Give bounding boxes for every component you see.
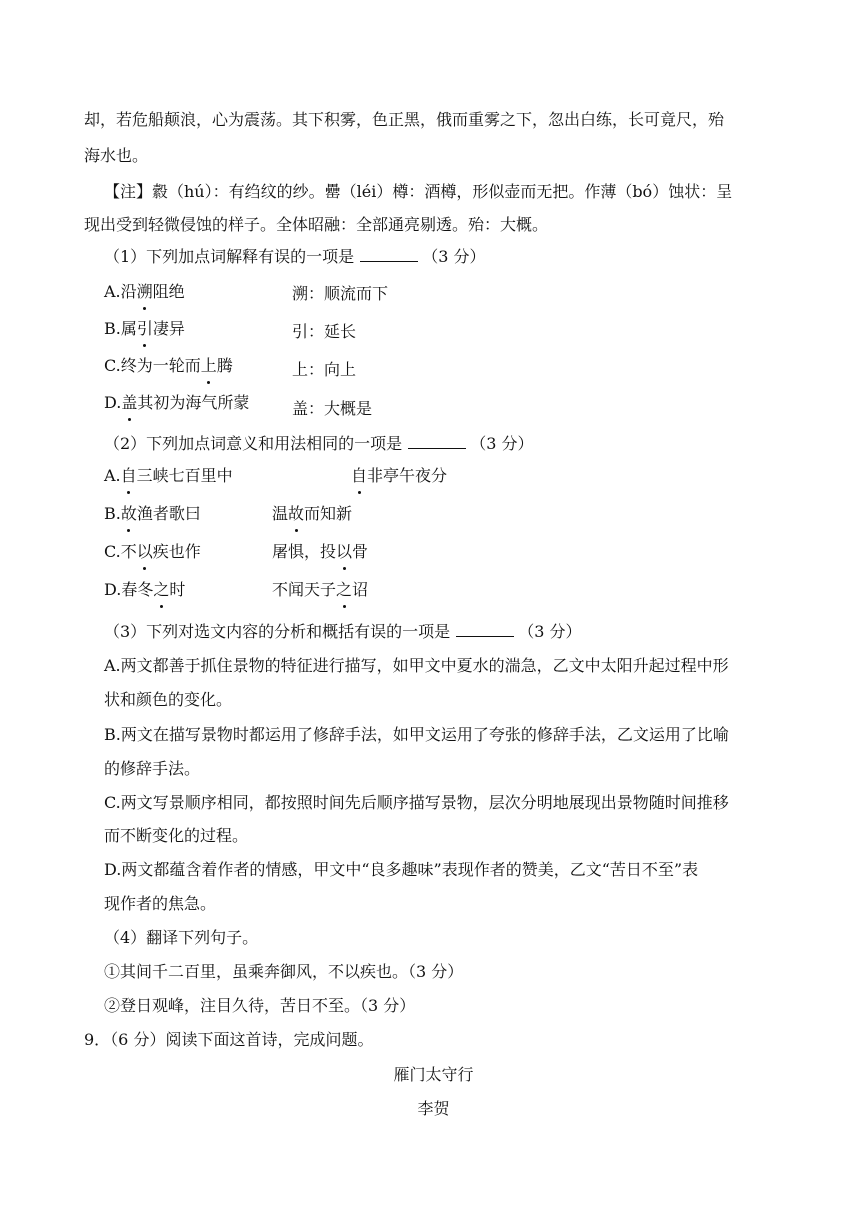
emphasis-dot-char: 盖 — [121, 393, 138, 412]
emphasis-dot-char: 之 — [153, 580, 170, 599]
emphasis-dot-char: 之 — [336, 580, 353, 599]
emphasis-dot-char: 以 — [336, 542, 353, 561]
q3-option-a-line-1: A.两文都善于抓住景物的特征进行描写，如甲文中夏水的湍急，乙文中太阳升起过程中形 — [104, 656, 729, 675]
q3-stem: （3）下列对选文内容的分析和概括有误的一项是 （3 分） — [104, 622, 582, 641]
emphasis-dot-char: 以 — [136, 542, 153, 561]
emphasis-dot-char: 自 — [120, 466, 137, 485]
q2-option-b: B.故渔者歌曰 — [104, 504, 201, 523]
emphasis-dot-char: 溯 — [136, 282, 153, 301]
q2-option-a-compare: 自非亭午夜分 — [351, 466, 448, 485]
q1-option-a: A.沿溯阻绝 — [104, 282, 185, 301]
q1-option-c: C.终为一轮而上腾 — [104, 356, 233, 375]
q3-option-d-line-1: D.两文都蕴含着作者的情感，甲文中“良多趣味”表现作者的赞美，乙文“苦日不至”表 — [104, 860, 699, 879]
q4-sentence-2: ②登日观峰，注目久待，苦日不至。（3 分） — [104, 996, 416, 1015]
answer-blank — [456, 621, 514, 637]
emphasis-dot-char: 故 — [288, 504, 305, 523]
passage-line-1: 却，若危船颠浪，心为震荡。其下积雾，色正黑，俄而重雾之下，忽出白练，长可竟尺，殆 — [84, 110, 725, 129]
q1-gloss-d: 盖：大概是 — [292, 399, 373, 418]
q3-option-c-line-2: 而不断变化的过程。 — [104, 826, 249, 845]
q2-option-c: C.不以疾也作 — [104, 542, 201, 561]
q1-option-d: D.盖其初为海气所蒙 — [104, 393, 250, 412]
q1-gloss-a: 溯：顺流而下 — [292, 284, 389, 303]
q1-gloss-b: 引：延长 — [292, 322, 357, 341]
emphasis-dot-char: 上 — [200, 356, 217, 375]
q2-option-b-compare: 温故而知新 — [272, 504, 353, 523]
q3-option-c-line-1: C.两文写景顺序相同，都按照时间先后顺序描写景物，层次分明地展现出景物随时间推移 — [104, 793, 729, 812]
q4-sentence-1: ①其间千二百里，虽乘奔御风，不以疾也。（3 分） — [104, 962, 464, 981]
poem-title: 雁门太守行 — [393, 1065, 474, 1084]
emphasis-dot-char: 故 — [120, 504, 137, 523]
q9-stem: 9．（6 分）阅读下面这首诗，完成问题。 — [84, 1030, 374, 1049]
q3-option-a-line-2: 状和颜色的变化。 — [104, 690, 233, 709]
q2-stem: （2）下列加点词意义和用法相同的一项是 （3 分） — [104, 434, 534, 453]
q2-option-a: A.自三峡七百里中 — [104, 466, 233, 485]
note-line-2: 现出受到轻微侵蚀的样子。全体昭融：全部通亮剔透。殆：大概。 — [84, 215, 549, 234]
passage-line-2: 海水也。 — [84, 146, 149, 165]
emphasis-dot-char: 自 — [351, 466, 368, 485]
q2-option-d: D.春冬之时 — [104, 580, 186, 599]
q1-option-b: B.属引凄异 — [104, 319, 185, 338]
q3-option-b-line-1: B.两文在描写景物时都运用了修辞手法，如甲文运用了夸张的修辞手法，乙文运用了比喻 — [104, 725, 729, 744]
emphasis-dot-char: 引 — [136, 319, 153, 338]
q3-option-b-line-2: 的修辞手法。 — [104, 759, 201, 778]
poem-author: 李贺 — [417, 1099, 450, 1118]
q2-option-c-compare: 屠惧，投以骨 — [272, 542, 369, 561]
q4-stem: （4）翻译下列句子。 — [104, 928, 259, 947]
note-line-1: 【注】縠（hú）：有绉纹的纱。罍（léi）樽：酒樽，形似壶而无把。作薄（bó）蚀状：呈 — [104, 182, 733, 201]
q1-gloss-c: 上：向上 — [292, 360, 357, 379]
answer-blank — [408, 433, 466, 449]
q1-stem: （1）下列加点词解释有误的一项是 （3 分） — [104, 247, 486, 266]
answer-blank — [360, 246, 418, 262]
q2-option-d-compare: 不闻天子之诏 — [272, 580, 369, 599]
q3-option-d-line-2: 现作者的焦急。 — [104, 894, 217, 913]
